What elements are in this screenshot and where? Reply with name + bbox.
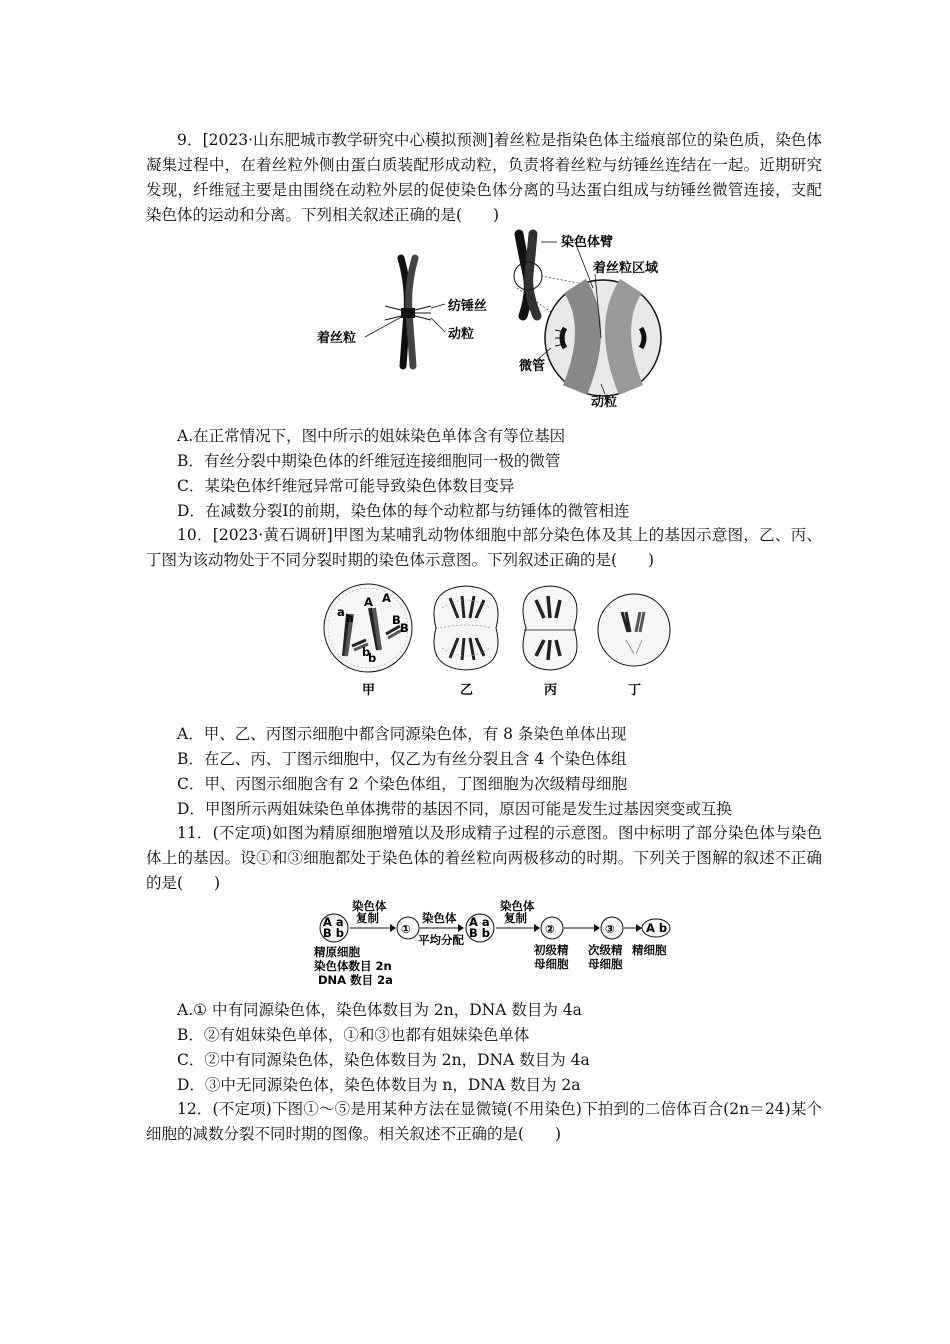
q11-option-b: B．②有姐妹染色单体，①和③也都有姐妹染色单体: [177, 1026, 530, 1044]
q10-option-d: D．甲图所示两姐妹染色单体携带的基因不同，原因可能是发生过基因突变或互换: [177, 800, 732, 818]
q9-option-a: A.在正常情况下，图中所示的姐妹染色单体含有等位基因: [177, 427, 566, 445]
cell-bing-diagram: [523, 586, 577, 670]
label-kinetochore-right: 动粒: [591, 395, 618, 410]
q10-option-b: B．在乙、丙、丁图示细胞中，仅乙为有丝分裂且含 4 个染色体组: [177, 750, 627, 768]
label-kinetochore-left: 动粒: [448, 327, 475, 342]
q11-figure: [312, 898, 678, 992]
step2-a: 染色体: [422, 911, 457, 925]
sperm-label: 精细胞: [632, 943, 667, 957]
label-region: 着丝粒区域: [593, 261, 659, 276]
label-jia: 甲: [362, 683, 376, 698]
gene-A-2: A: [382, 591, 391, 605]
label-bing: 丙: [544, 683, 558, 698]
gene-B-1: B: [392, 613, 401, 627]
cell-ding-diagram: [598, 594, 670, 666]
q11-option-c: C．②中有同源染色体，染色体数目为 2n，DNA 数目为 4a: [177, 1051, 590, 1069]
label-microtubule: 微管: [519, 359, 546, 374]
primary-a: 初级精: [534, 943, 569, 957]
q11-option-d: D．③中无同源染色体，染色体数目为 n，DNA 数目为 2a: [177, 1076, 581, 1094]
q9-option-c: C．某染色体纤维冠异常可能导致染色体数目变异: [177, 477, 515, 495]
secondary-a: 次级精: [588, 943, 623, 957]
step3-a: 染色体: [500, 899, 535, 913]
gene-a-1: a: [337, 605, 345, 619]
primary-b: 母细胞: [534, 957, 569, 971]
step2-b: 平均分配: [418, 933, 464, 947]
q10-option-c: C．甲、丙图示细胞含有 2 个染色体组，丁图细胞为次级精母细胞: [177, 775, 628, 793]
cell-yi-diagram: [434, 586, 498, 670]
q9-option-b: B．有丝分裂中期染色体的纤维冠连接细胞同一极的微管: [177, 452, 561, 470]
gene-b-1: b: [362, 645, 371, 659]
q10-option-a: A．甲、乙、丙图示细胞中都含同源染色体，有 8 条染色单体出现: [177, 725, 627, 743]
gene-B-2: B: [400, 621, 409, 635]
q10-figure: [322, 578, 672, 702]
q9-stem: 9．[2023·山东肥城市教学研究中心模拟预测]着丝粒是指染色体主缢痕部位的染色质，染色体凝集过程中，在着丝粒外侧由蛋白质装配形成动粒，负责将着丝粒与纺锤丝连结在一起。近期研究发现，纤维冠主要是由围绕在动粒外层的促使染色体分离的马达蛋白组成与纺锤丝微管连接，支配染色体的运动和分离。下列相关叙述正确的是( ): [146, 131, 822, 224]
q9-option-d: D．在减数分裂Ⅰ的前期，染色体的每个动粒都与纺锤体的微管相连: [177, 502, 630, 520]
q10-stem: 10．[2023·黄石调研]甲图为某哺乳动物体细胞中部分染色体及其上的基因示意图，乙、丙、丁图为该动物处于不同分裂时期的染色体示意图。下列叙述正确的是( ): [146, 526, 822, 569]
secondary-b: 母细胞: [588, 957, 623, 971]
below-3: DNA 数目 2a: [318, 973, 393, 987]
q9-figure: [305, 226, 685, 410]
q11-option-a: A.① 中有同源染色体，染色体数目为 2n，DNA 数目为 4a: [177, 1001, 582, 1019]
cell2-genes-top: A a: [469, 915, 490, 929]
label-centromere: 着丝粒: [317, 331, 357, 346]
cell-jia-diagram: [324, 584, 412, 672]
label-arm: 染色体臂: [561, 235, 614, 250]
cell-genes-top: A a: [323, 915, 344, 929]
step1-b: 复制: [356, 911, 379, 925]
chromosome-left-diagram: [365, 258, 445, 366]
q12-stem: 12．(不定项)下图①～⑤是用某种方法在显微镜(不用染色)下拍到的二倍体百合(2n＝24)某个细胞的减数分裂不同时期的图像。相关叙述不正确的是( ): [146, 1100, 822, 1143]
gene-b-2: b: [368, 651, 377, 665]
sperm-genes: A b: [646, 921, 668, 935]
label-ding: 丁: [628, 683, 642, 698]
cell2-genes-bottom: B b: [469, 926, 491, 940]
circle-2: ②: [545, 922, 555, 936]
gene-a-2: a: [346, 611, 354, 625]
circle-1: ①: [401, 922, 411, 936]
label-spindle: 纺锤丝: [448, 299, 488, 314]
cell-genes-bottom: B b: [323, 926, 345, 940]
step1-a: 染色体: [352, 899, 387, 913]
circle-3: ③: [605, 922, 615, 936]
q11-stem: 11．(不定项)如图为精原细胞增殖以及形成精子过程的示意图。图中标明了部分染色体与染色体上的基因。设①和③细胞都处于染色体的着丝粒向两极移动的时期。下列关于图解的叙述不正确的是( ): [146, 824, 822, 892]
label-yi: 乙: [460, 683, 474, 698]
below-2: 染色体数目 2n: [314, 959, 392, 973]
step3-b: 复制: [504, 911, 527, 925]
below-1: 精原细胞: [314, 945, 360, 959]
gene-A-1: A: [364, 595, 373, 609]
